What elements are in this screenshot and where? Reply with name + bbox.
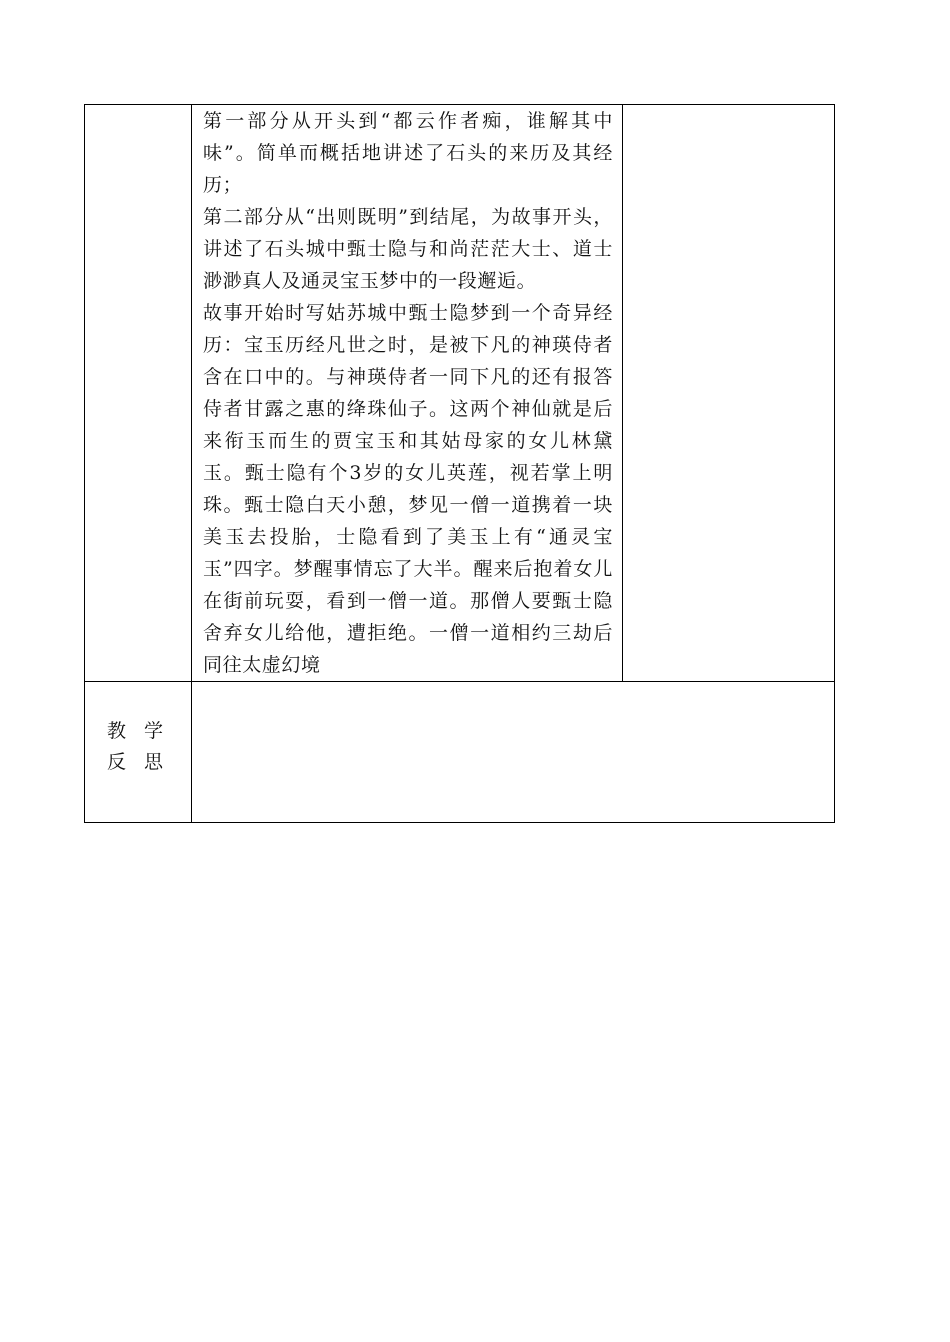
reflection-label-cell: [85, 682, 192, 823]
lesson-plan-table: [84, 104, 835, 823]
reflection-label-line1: 教 学: [106, 720, 170, 742]
reflection-label-line2: 反 思: [106, 751, 170, 773]
teaching-content-cell: [192, 105, 623, 682]
empty-label-cell: [85, 105, 192, 682]
paragraph-story-summary: 故事开始时写姑苏城中甄士隐梦到一个奇异经历：宝玉历经凡世之时，是被下凡的神瑛侍者含在口中的。与神瑛侍者一同下凡的还有报答侍者甘露之惠的绛珠仙子。这两个神仙就是后来衔玉而生的贾宝玉和其姑母家的女儿林黛玉。甄士隐有个3岁的女儿英莲，视若掌上明珠。甄士隐白天小憩，梦见一僧一道携着一块美玉去投胎，士隐看到了美玉上有“通灵宝玉”四字。梦醒事情忘了大半。醒来后抱着女儿在街前玩耍，看到一僧一道。那僧人要甄士隐舍弃女儿给他，遭拒绝。一僧一道相约三劫后同往太虚幻境: [203, 302, 613, 676]
reflection-content-cell: [192, 682, 835, 823]
notes-cell: [623, 105, 835, 682]
reflection-row: [85, 682, 835, 823]
reflection-label: [85, 682, 191, 778]
teaching-content: [192, 105, 622, 681]
content-row: [85, 105, 835, 682]
paragraph-part-two: 第二部分从“出则既明”到结尾，为故事开头，讲述了石头城中甄士隐与和尚茫茫大士、道士渺渺真人及通灵宝玉梦中的一段邂逅。: [203, 206, 613, 292]
paragraph-part-one: 第一部分从开头到“都云作者痴，谁解其中味”。简单而概括地讲述了石头的来历及其经历；: [203, 110, 613, 196]
